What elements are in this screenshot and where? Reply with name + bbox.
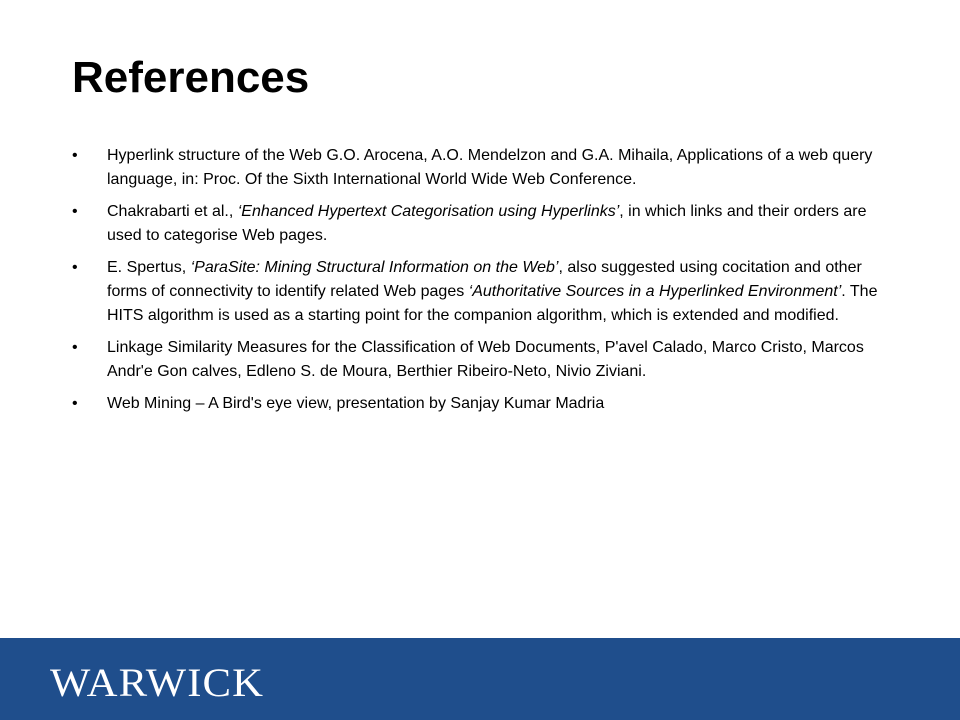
reference-text: , in which links and their orders are used to categorise Web pages. [107,203,867,244]
reference-text: , also suggested using cocitation and other forms of connectivity to identify related Web pages [107,259,862,300]
reference-title-text: ‘ParaSite: Mining Structural Information on the Web’ [190,259,559,276]
reference-list [72,144,892,424]
bullet-marker: • [72,203,78,220]
reference-item [72,200,892,248]
reference-text: E. Spertus, [107,259,191,276]
reference-title-text: ‘Enhanced Hypertext Categorisation using Hyperlinks’ [237,203,620,220]
bullet-marker: • [72,339,78,356]
bullet-marker: • [72,395,78,412]
slide-title: References [72,53,310,102]
reference-text: . The HITS algorithm is used as a starting point for the companion algorithm, which is extended and modified. [107,283,878,324]
bullet-marker: • [72,259,78,276]
reference-text: Chakrabarti et al., [107,203,238,220]
reference-title-text: ‘Authoritative Sources in a Hyperlinked Environment’ [468,283,842,300]
warwick-logo-graphic [50,658,270,702]
reference-text: Linkage Similarity Measures for the Classification of Web Documents, P'avel Calado, Marco Cristo, Marcos Andr'e Gon calves, Edleno S. de Moura, Berthier Ribeiro-Neto, Nivio Ziviani. [107,339,864,380]
reference-item [72,144,892,192]
reference-text: Web Mining – A Bird's eye view, presentation by Sanjay Kumar Madria [107,395,605,412]
reference-item [72,336,892,384]
logo-wordmark: WARWICK [50,660,264,702]
warwick-logo [50,658,270,702]
reference-item [72,392,892,416]
bullet-marker: • [72,147,78,164]
reference-item [72,256,892,328]
reference-text: Hyperlink structure of the Web G.O. Arocena, A.O. Mendelzon and G.A. Mihaila, Applications of a web query language, in: Proc. Of the Sixth International World Wide Web Conference. [107,147,873,188]
